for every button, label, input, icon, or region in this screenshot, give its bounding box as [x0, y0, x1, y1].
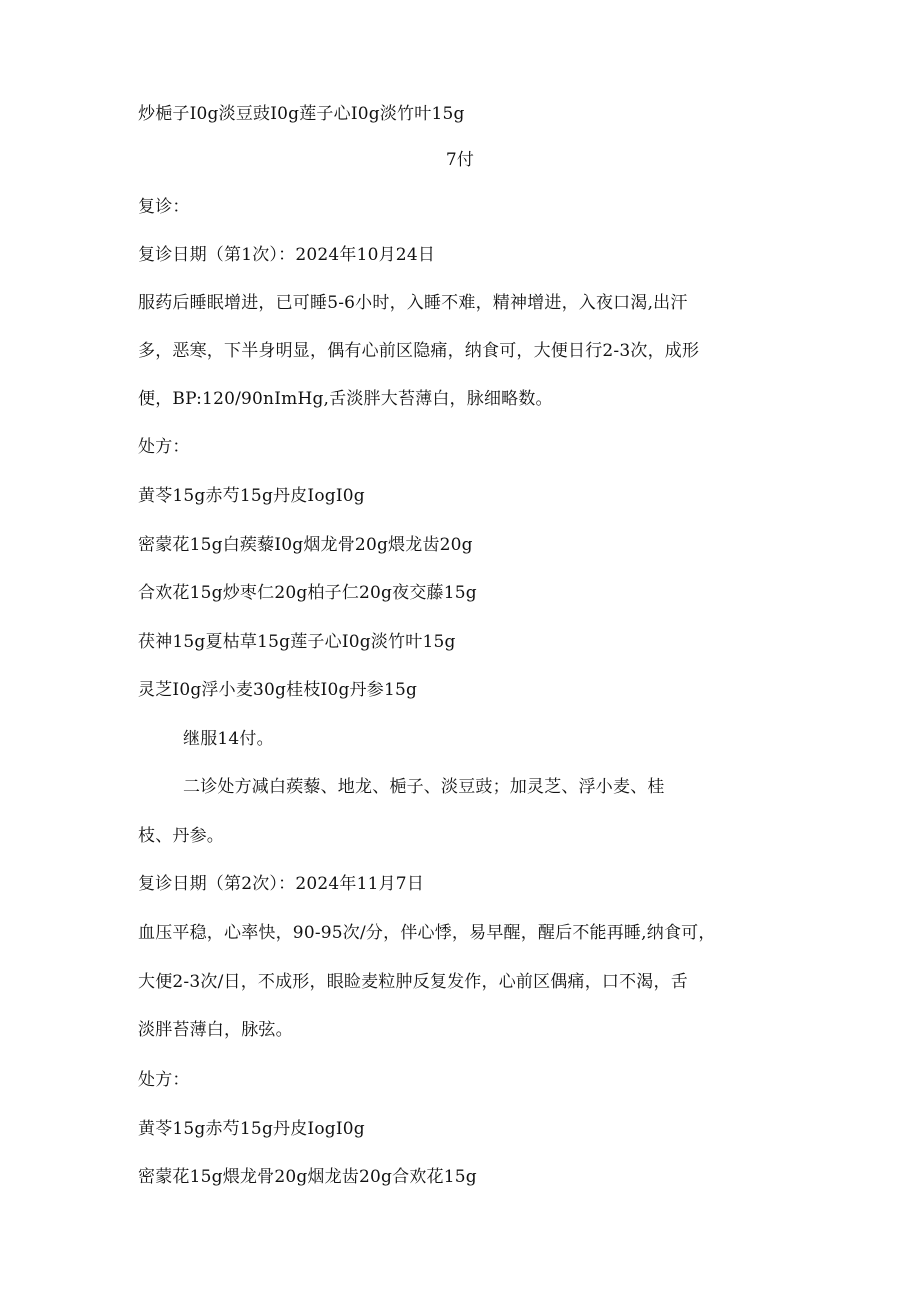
continue-dose-note: 继服14付。 — [183, 729, 274, 749]
symptoms-2-line-1: 血压平稳，心率快，90-95次/分，伴心悸，易早醒，醒后不能再睡,纳食可， — [138, 923, 716, 943]
prescription-line-1: 炒梔子I0g淡豆豉I0g莲子心I0g淡竹叶15g — [138, 104, 465, 124]
prescription-2-line-2: 密蒙花15g煨龙骨20g烟龙齿20g合欢花15g — [138, 1167, 477, 1187]
symptoms-1-line-1: 服药后睡眠增进，已可睡5-6小时，入睡不难，精神增进，入夜口渴,出汗 — [138, 293, 688, 313]
prescription-heading-2: 处方： — [138, 1070, 190, 1090]
visit-date-2: 复诊日期（第2次）：2024年11月7日 — [138, 874, 425, 894]
follow-up-heading: 复诊： — [138, 197, 190, 217]
symptoms-2-line-2: 大便2-3次/日，不成形，眼睑麦粒肿反复发作，心前区偶痛，口不渴，舌 — [138, 972, 688, 992]
prescription-1-line-3: 合欢花15g炒枣仁20g柏子仁20g夜交藤15g — [138, 583, 477, 603]
symptoms-2-line-3: 淡胖苔薄白，脉弦。 — [138, 1020, 293, 1040]
prescription-1-line-4: 茯神15g夏枯草15g莲子心I0g淡竹叶15g — [138, 632, 456, 652]
prescription-2-line-1: 黄苓15g赤芍15g丹皮IogI0g — [138, 1119, 365, 1139]
symptoms-1-line-3: 便，BP:120/90nImHg,舌淡胖大苔薄白，脉细略数。 — [138, 389, 553, 409]
prescription-1-line-2: 密蒙花15g白蒺藜I0g烟龙骨20g煨龙齿20g — [138, 535, 473, 555]
second-visit-note-line-1: 二诊处方减白蒺藜、地龙、梔子、淡豆豉；加灵芝、浮小麦、桂 — [183, 777, 665, 797]
prescription-1-line-5: 灵芝I0g浮小麦30g桂枝I0g丹参15g — [138, 680, 418, 700]
dose-count: 7付 — [445, 150, 475, 170]
second-visit-note-line-2: 枝、丹参。 — [138, 826, 224, 846]
prescription-1-line-1: 黄苓15g赤芍15g丹皮IogI0g — [138, 486, 365, 506]
visit-date-1: 复诊日期（第1次）：2024年10月24日 — [138, 245, 436, 265]
symptoms-1-line-2: 多，恶寒，下半身明显，偶有心前区隐痛，纳食可，大便日行2-3次，成形 — [138, 341, 700, 361]
prescription-heading-1: 处方： — [138, 437, 190, 457]
